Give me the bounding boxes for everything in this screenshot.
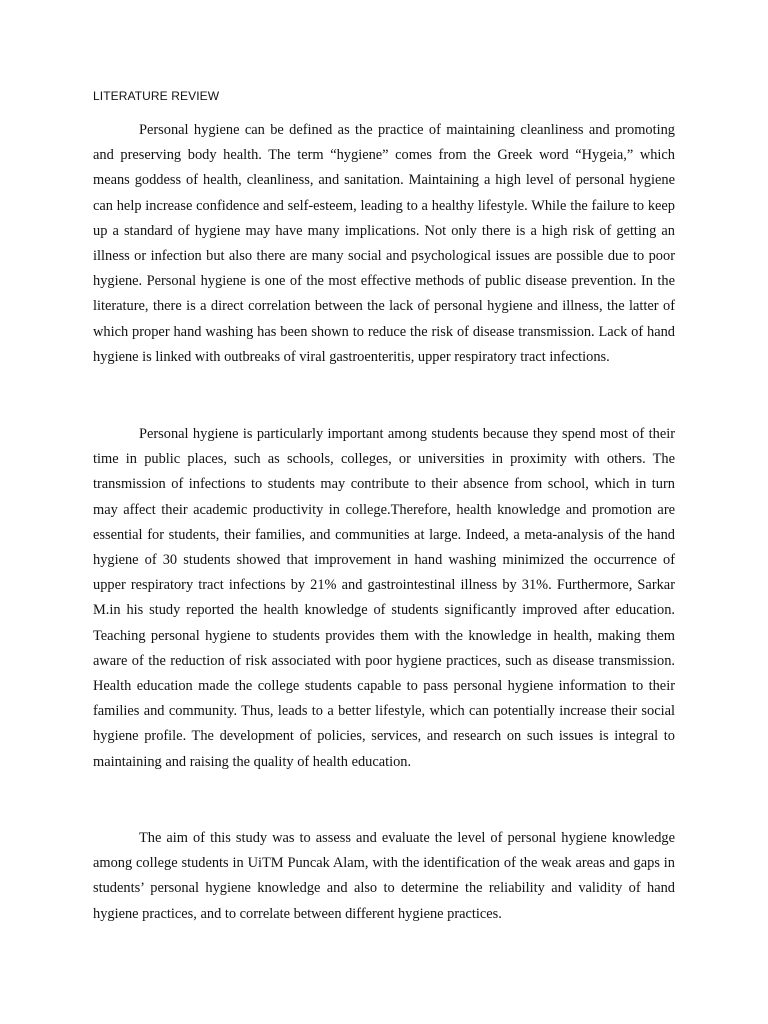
- paragraph-students: Personal hygiene is particularly important among students because they spend most of their time in public places, such as schools, colleges, or universities in proximity with others. The transmission of infections to students may contribute to their absence from school, which in turn may affect their academic productivity in college.Therefore, health knowledge and promotion are essential for students, their families, and communities at large. Indeed, a meta-analysis of the hand hygiene of 30 students showed that improvement in hand washing minimized the occurrence of upper respiratory tract infections by 21% and gastrointestinal illness by 31%. Furthermore, Sarkar M.in his study reported the health knowledge of students significantly improved after education. Teaching personal hygiene to students provides them with the knowledge in health, making them aware of the reduction of risk associated with poor hygiene practices, such as disease transmission. Health education made the college students capable to pass personal hygiene information to their families and community. Thus, leads to a better lifestyle, which can potentially increase their social hygiene profile. The development of policies, services, and research on such issues is integral to maintaining and raising the quality of health education.: [93, 426, 675, 770]
- section-heading: LITERATURE REVIEW: [93, 89, 220, 103]
- paragraph-definition: Personal hygiene can be defined as the practice of maintaining cleanliness and promoting and preserving body health. The term “hygiene” comes from the Greek word “Hygeia,” which means goddess of health, cleanliness, and sanitation. Maintaining a high level of personal hygiene can help increase confidence and self-esteem, leading to a healthy lifestyle. While the failure to keep up a standard of hygiene may have many implications. Not only there is a high risk of getting an illness or infection but also there are many social and psychological issues are possible due to poor hygiene. Personal hygiene is one of the most effective methods of public disease prevention. In the literature, there is a direct correlation between the lack of personal hygiene and illness, the latter of which proper hand washing has been shown to reduce the risk of disease transmission. Lack of hand hygiene is linked with outbreaks of viral gastroenteritis, upper respiratory tract infections.: [93, 122, 675, 365]
- paragraph-aim: The aim of this study was to assess and evaluate the level of personal hygiene knowledge among college students in UiTM Puncak Alam, with the identification of the weak areas and gaps in students’ personal hygiene knowledge and also to determine the reliability and validity of hand hygiene practices, and to correlate between different hygiene practices.: [93, 830, 675, 922]
